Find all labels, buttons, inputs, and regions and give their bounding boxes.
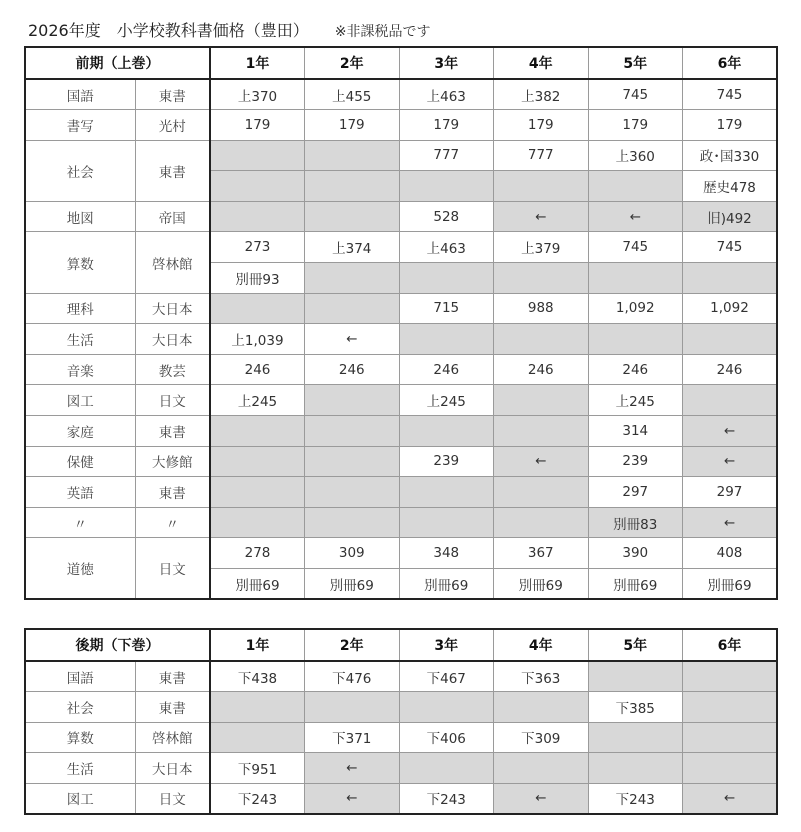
price-cell: 273 — [210, 232, 305, 263]
price-cell-empty — [494, 507, 589, 538]
page-title — [28, 18, 430, 41]
price-cell-empty — [305, 416, 400, 447]
table-row — [25, 446, 777, 477]
price-cell: ← — [588, 201, 683, 232]
publisher-cell: 大修館 — [135, 446, 210, 477]
price-cell-empty — [210, 201, 305, 232]
price-cell: 下951 — [210, 753, 305, 784]
price-cell: 下467 — [399, 661, 494, 692]
price-cell: 745 — [683, 232, 778, 263]
price-cell-empty — [494, 692, 589, 723]
grade-header: 1年 — [210, 47, 305, 79]
price-cell-empty — [210, 692, 305, 723]
table-row — [25, 293, 777, 324]
price-cell-empty — [588, 263, 683, 294]
price-cell: 上360 — [588, 140, 683, 171]
price-cell-empty — [305, 140, 400, 171]
price-cell-empty — [494, 324, 589, 355]
price-cell-empty — [210, 507, 305, 538]
publisher-cell: 大日本 — [135, 753, 210, 784]
price-cell-empty — [305, 446, 400, 477]
price-cell: 上463 — [399, 232, 494, 263]
table-row — [25, 232, 777, 263]
price-cell-empty — [683, 692, 778, 723]
publisher-cell: 啓林館 — [135, 232, 210, 293]
price-cell-empty — [683, 324, 778, 355]
price-cell-empty — [588, 324, 683, 355]
price-cell: 179 — [399, 110, 494, 141]
price-cell: 297 — [683, 477, 778, 508]
price-cell-empty — [683, 263, 778, 294]
price-cell-empty — [305, 263, 400, 294]
price-cell: 297 — [588, 477, 683, 508]
price-cell-empty — [210, 293, 305, 324]
publisher-cell: 教芸 — [135, 354, 210, 385]
table-row — [25, 722, 777, 753]
price-cell-empty — [399, 171, 494, 202]
price-cell: 777 — [399, 140, 494, 171]
table-row — [25, 692, 777, 723]
price-cell: 別冊69 — [588, 569, 683, 600]
price-cell: 246 — [305, 354, 400, 385]
price-cell: 246 — [399, 354, 494, 385]
publisher-cell: 東書 — [135, 140, 210, 201]
price-cell: ← — [683, 446, 778, 477]
price-cell: 別冊83 — [588, 507, 683, 538]
table-row — [25, 783, 777, 814]
price-cell-empty — [494, 753, 589, 784]
price-cell-empty — [210, 171, 305, 202]
price-cell-empty — [305, 507, 400, 538]
price-cell-empty — [399, 263, 494, 294]
price-cell: 下385 — [588, 692, 683, 723]
publisher-cell: 日文 — [135, 783, 210, 814]
price-cell: 別冊69 — [210, 569, 305, 600]
table-row — [25, 661, 777, 692]
price-cell: 下243 — [399, 783, 494, 814]
table-row — [25, 416, 777, 447]
price-cell: 上370 — [210, 79, 305, 110]
price-cell: ← — [494, 783, 589, 814]
kouki-price-table — [24, 628, 778, 815]
price-cell-empty — [305, 692, 400, 723]
price-cell: 179 — [210, 110, 305, 141]
table-header-row — [25, 47, 777, 79]
price-cell-empty — [399, 692, 494, 723]
price-cell: 上1,039 — [210, 324, 305, 355]
table-row — [25, 477, 777, 508]
subject-cell: 社会 — [25, 140, 135, 201]
price-cell-empty — [305, 171, 400, 202]
price-cell: 988 — [494, 293, 589, 324]
publisher-cell: 光村 — [135, 110, 210, 141]
price-cell: 239 — [588, 446, 683, 477]
price-cell-empty — [683, 753, 778, 784]
price-cell: 上245 — [399, 385, 494, 416]
grade-header: 6年 — [683, 629, 778, 661]
subject-cell: 国語 — [25, 79, 135, 110]
price-cell-empty — [305, 293, 400, 324]
price-cell-empty — [494, 171, 589, 202]
price-cell: 179 — [683, 110, 778, 141]
price-cell-empty — [210, 477, 305, 508]
price-cell: 別冊69 — [683, 569, 778, 600]
grade-header: 2年 — [305, 47, 400, 79]
price-cell: 745 — [588, 232, 683, 263]
grade-header: 6年 — [683, 47, 778, 79]
price-cell-empty — [210, 140, 305, 171]
price-cell-empty — [683, 661, 778, 692]
price-cell: 278 — [210, 538, 305, 569]
price-cell-empty — [683, 722, 778, 753]
price-cell: ← — [494, 446, 589, 477]
price-cell: 246 — [210, 354, 305, 385]
price-cell-empty — [210, 722, 305, 753]
price-cell-empty — [399, 753, 494, 784]
price-cell: 下406 — [399, 722, 494, 753]
price-cell: 179 — [494, 110, 589, 141]
price-cell: 309 — [305, 538, 400, 569]
table-row — [25, 507, 777, 538]
subject-cell: 保健 — [25, 446, 135, 477]
price-cell: ← — [683, 416, 778, 447]
subject-cell: 英語 — [25, 477, 135, 508]
price-cell: 下438 — [210, 661, 305, 692]
table-row — [25, 538, 777, 569]
price-cell: 下371 — [305, 722, 400, 753]
price-cell: ← — [683, 783, 778, 814]
price-cell: 別冊69 — [494, 569, 589, 600]
publisher-cell: 東書 — [135, 416, 210, 447]
price-cell: 上245 — [588, 385, 683, 416]
subject-cell: 算数 — [25, 722, 135, 753]
price-cell-empty — [399, 416, 494, 447]
price-cell-empty — [494, 263, 589, 294]
table-row — [25, 753, 777, 784]
price-cell: 745 — [683, 79, 778, 110]
publisher-cell: 大日本 — [135, 324, 210, 355]
price-cell: 別冊93 — [210, 263, 305, 294]
price-cell: ← — [305, 783, 400, 814]
grade-header: 4年 — [494, 629, 589, 661]
price-cell: 上245 — [210, 385, 305, 416]
subject-cell: 音楽 — [25, 354, 135, 385]
price-cell-empty — [683, 385, 778, 416]
price-cell: 745 — [588, 79, 683, 110]
publisher-cell: 東書 — [135, 477, 210, 508]
price-cell: ← — [683, 507, 778, 538]
subject-cell: 家庭 — [25, 416, 135, 447]
zenki-price-table — [24, 46, 778, 600]
grade-header: 3年 — [399, 47, 494, 79]
price-cell: 上379 — [494, 232, 589, 263]
price-cell: 408 — [683, 538, 778, 569]
price-cell-empty — [399, 507, 494, 538]
subject-cell: 社会 — [25, 692, 135, 723]
price-cell: 246 — [588, 354, 683, 385]
table-row — [25, 324, 777, 355]
price-cell: 348 — [399, 538, 494, 569]
grade-header: 5年 — [588, 629, 683, 661]
price-cell: 上463 — [399, 79, 494, 110]
price-cell: 528 — [399, 201, 494, 232]
price-cell-empty — [399, 324, 494, 355]
price-cell: 下309 — [494, 722, 589, 753]
price-cell-empty — [399, 477, 494, 508]
publisher-cell: 大日本 — [135, 293, 210, 324]
subject-cell: 算数 — [25, 232, 135, 293]
subject-cell: 理科 — [25, 293, 135, 324]
subject-cell: 生活 — [25, 324, 135, 355]
publisher-cell: 東書 — [135, 661, 210, 692]
grade-header: 3年 — [399, 629, 494, 661]
kouki-header: 後期（下巻） — [25, 629, 210, 661]
subject-cell: 図工 — [25, 783, 135, 814]
subject-cell: 道徳 — [25, 538, 135, 599]
price-cell-empty — [210, 446, 305, 477]
price-cell-empty — [305, 385, 400, 416]
price-cell-empty — [588, 722, 683, 753]
table-row — [25, 354, 777, 385]
title-text: 2026年度 小学校教科書価格（豊田） — [28, 21, 309, 40]
price-cell: 下243 — [588, 783, 683, 814]
price-cell: 246 — [683, 354, 778, 385]
publisher-cell: 東書 — [135, 692, 210, 723]
price-cell-empty — [588, 753, 683, 784]
price-cell-empty — [588, 171, 683, 202]
subject-cell: 国語 — [25, 661, 135, 692]
zenki-header: 前期（上巻） — [25, 47, 210, 79]
price-cell: 239 — [399, 446, 494, 477]
price-cell: 1,092 — [683, 293, 778, 324]
table-row — [25, 110, 777, 141]
publisher-cell: 日文 — [135, 385, 210, 416]
price-cell-empty — [305, 201, 400, 232]
price-cell-empty — [494, 385, 589, 416]
price-cell-empty — [588, 661, 683, 692]
grade-header: 2年 — [305, 629, 400, 661]
publisher-cell: 啓林館 — [135, 722, 210, 753]
price-cell: 179 — [588, 110, 683, 141]
price-cell: 下476 — [305, 661, 400, 692]
price-cell: ← — [305, 753, 400, 784]
price-cell: 179 — [305, 110, 400, 141]
price-cell: 777 — [494, 140, 589, 171]
subject-cell: 〃 — [25, 507, 135, 538]
price-cell: 下363 — [494, 661, 589, 692]
price-cell: 政･国330 — [683, 140, 778, 171]
price-cell: 上455 — [305, 79, 400, 110]
table-header-row — [25, 629, 777, 661]
price-cell: 下243 — [210, 783, 305, 814]
table-row — [25, 201, 777, 232]
price-cell-empty — [305, 477, 400, 508]
table-row — [25, 79, 777, 110]
price-cell-empty — [494, 477, 589, 508]
grade-header: 1年 — [210, 629, 305, 661]
price-cell: 上382 — [494, 79, 589, 110]
price-cell: 上374 — [305, 232, 400, 263]
price-cell: ← — [305, 324, 400, 355]
price-cell: 別冊69 — [399, 569, 494, 600]
subject-cell: 図工 — [25, 385, 135, 416]
price-cell: 715 — [399, 293, 494, 324]
price-cell: 367 — [494, 538, 589, 569]
price-cell: ← — [494, 201, 589, 232]
subject-cell: 書写 — [25, 110, 135, 141]
price-cell: 別冊69 — [305, 569, 400, 600]
publisher-cell: 東書 — [135, 79, 210, 110]
publisher-cell: 〃 — [135, 507, 210, 538]
price-cell-empty — [494, 416, 589, 447]
table-row — [25, 385, 777, 416]
subject-cell: 生活 — [25, 753, 135, 784]
price-cell: 旧)492 — [683, 201, 778, 232]
publisher-cell: 日文 — [135, 538, 210, 599]
price-cell-empty — [210, 416, 305, 447]
grade-header: 4年 — [494, 47, 589, 79]
grade-header: 5年 — [588, 47, 683, 79]
table-row — [25, 140, 777, 171]
tax-note: ※非課税品です — [334, 24, 431, 40]
price-cell: 1,092 — [588, 293, 683, 324]
price-cell: 歴史478 — [683, 171, 778, 202]
publisher-cell: 帝国 — [135, 201, 210, 232]
price-cell: 246 — [494, 354, 589, 385]
subject-cell: 地図 — [25, 201, 135, 232]
price-cell: 390 — [588, 538, 683, 569]
price-cell: 314 — [588, 416, 683, 447]
